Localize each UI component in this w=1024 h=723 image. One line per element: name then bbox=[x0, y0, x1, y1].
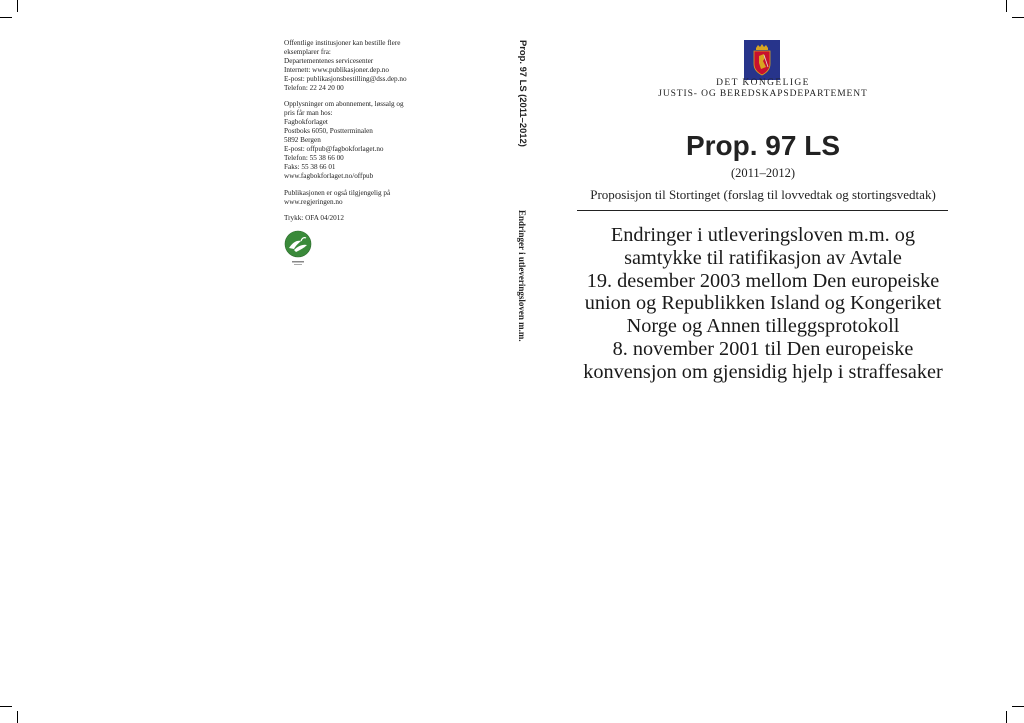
order-info-line: Internett: www.publikasjoner.dep.no bbox=[284, 65, 389, 74]
swan-ecolabel-icon bbox=[284, 230, 312, 268]
ministry-line-2: JUSTIS- OG BEREDSKAPSDEPARTEMENT bbox=[658, 89, 868, 99]
subscription-info-line: pris får man hos: bbox=[284, 109, 333, 118]
title-divider bbox=[577, 210, 948, 211]
main-title-line: Endringer i utleveringsloven m.m. og bbox=[610, 224, 916, 246]
spine-title: Prop. 97 LS (2011–2012) bbox=[518, 40, 529, 147]
proposition-subtitle: Proposisjon til Stortinget (forslag til lovvedtak og stortingsvedtak) bbox=[590, 187, 936, 202]
web-info-line: www.regjeringen.no bbox=[284, 197, 343, 206]
main-title-line: union og Republikken Island og Kongeriket bbox=[584, 292, 942, 315]
crop-mark-top-left-v bbox=[17, 0, 18, 12]
crop-mark-bottom-left-v bbox=[17, 711, 18, 723]
subscription-info-line: Postboks 6050, Postterminalen bbox=[284, 127, 373, 136]
ministry-line-1: DET KONGELIGE bbox=[716, 78, 810, 88]
order-info bbox=[284, 39, 444, 92]
proposition-number: Prop. 97 LS bbox=[685, 130, 841, 161]
order-info-line: eksemplarer fra: bbox=[284, 47, 331, 56]
subscription-info-line: www.fagbokforlaget.no/offpub bbox=[284, 171, 374, 180]
crop-mark-top-right-v bbox=[1006, 0, 1007, 12]
crop-mark-bottom-left-h bbox=[0, 706, 12, 707]
session-years: (2011–2012) bbox=[730, 166, 796, 180]
order-info-line: Departementenes servicesenter bbox=[284, 56, 374, 65]
subscription-info-line: 5892 Bergen bbox=[284, 136, 321, 145]
norwegian-coat-of-arms-icon bbox=[744, 40, 780, 80]
back-cover-info bbox=[284, 39, 444, 231]
order-info-line: E-post: publikasjonsbestilling@dss.dep.no bbox=[284, 74, 407, 83]
print-info-line: Trykk: OFA 04/2012 bbox=[284, 214, 344, 223]
web-info-line: Publikasjonen er også tilgjengelig på bbox=[284, 188, 391, 197]
crop-mark-bottom-right-h bbox=[1012, 706, 1024, 707]
subscription-info bbox=[284, 100, 444, 180]
order-info-line: Telefon: 22 24 20 00 bbox=[284, 83, 344, 92]
subscription-info-line: Opplysninger om abonnement, løssalg og bbox=[284, 100, 404, 109]
crop-mark-top-left-h bbox=[0, 17, 12, 18]
main-title-line: 19. desember 2003 mellom Den europeiske bbox=[586, 269, 940, 292]
ministry-name bbox=[640, 78, 886, 100]
web-info bbox=[284, 189, 444, 207]
subscription-info-line: Telefon: 55 38 66 00 bbox=[284, 153, 344, 162]
crop-mark-bottom-right-v bbox=[1006, 711, 1007, 723]
main-title-line: samtykke til ratifikasjon av Avtale bbox=[624, 246, 902, 269]
subscription-info-line: Faks: 55 38 66 01 bbox=[284, 162, 336, 171]
main-title-line: konvensjon om gjensidig hjelp i straffesaker bbox=[583, 360, 943, 383]
spine-subtitle: Endringer i utleveringsloven m.m. bbox=[517, 210, 527, 342]
subscription-info-line: Fagbokforlaget bbox=[284, 118, 328, 127]
print-info bbox=[284, 214, 444, 223]
main-title-line: Norge og Annen tilleggsprotokoll bbox=[626, 315, 900, 338]
order-info-line: Offentlige institusjoner kan bestille flere bbox=[284, 39, 401, 47]
subscription-info-line: E-post: offpub@fagbokforlaget.no bbox=[284, 144, 384, 153]
document-main-title bbox=[570, 224, 956, 384]
main-title-line: 8. november 2001 til Den europeiske bbox=[612, 337, 914, 360]
crop-mark-top-right-h bbox=[1012, 17, 1024, 18]
